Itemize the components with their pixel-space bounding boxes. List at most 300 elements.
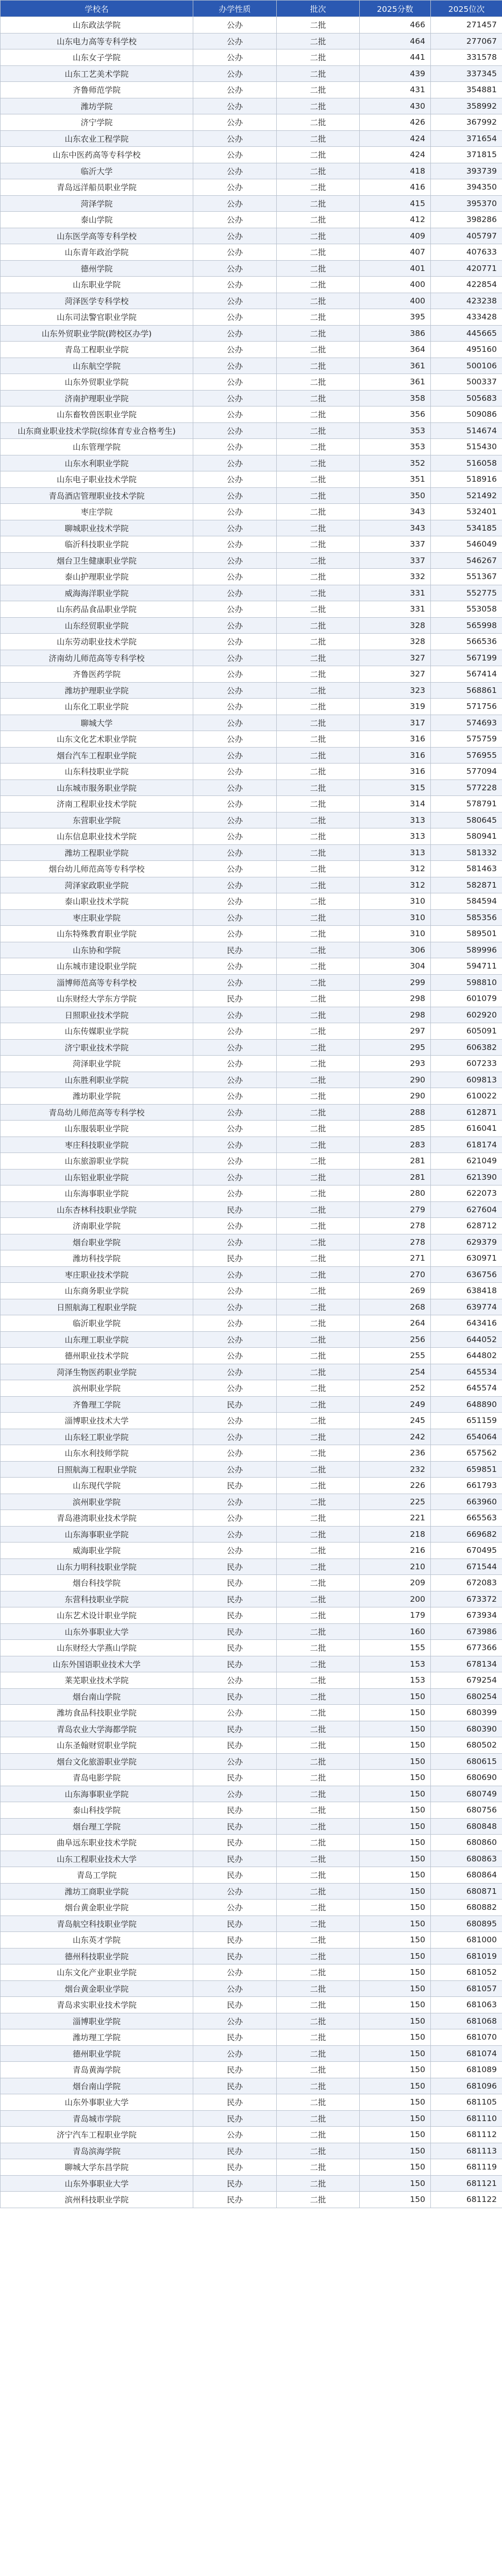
score-cell: 400 [360,293,431,309]
score-cell: 150 [360,2045,431,2062]
table-row [1,487,502,504]
score-cell: 356 [360,406,431,423]
table-row [1,1558,502,1575]
rank-cell: 621049 [431,1153,502,1170]
score-cell: 281 [360,1169,431,1185]
score-cell: 310 [360,926,431,942]
school-name-cell: 聊城大学东昌学院 [1,2159,193,2176]
school-type-cell: 民办 [193,1802,277,1819]
table-row [1,1331,502,1348]
school-name-cell: 山东青年政治学院 [1,244,193,261]
rank-cell: 680615 [431,1753,502,1770]
batch-cell: 二批 [277,65,360,82]
school-name-cell: 山东城市服务职业学院 [1,779,193,796]
school-name-cell: 山东水利职业学院 [1,455,193,471]
school-name-cell: 聊城大学 [1,715,193,731]
score-cell: 150 [360,1786,431,1802]
score-cell: 150 [360,1900,431,1916]
rank-cell: 680749 [431,1786,502,1802]
score-cell: 352 [360,455,431,471]
school-type-cell: 公办 [193,1543,277,1559]
school-name-cell: 青岛滨海学院 [1,2143,193,2159]
school-name-cell: 淄博职业技术大学 [1,1413,193,1429]
score-cell: 278 [360,1218,431,1234]
table-row [1,1818,502,1835]
batch-cell: 二批 [277,2159,360,2176]
school-type-cell: 公办 [193,471,277,488]
table-row [1,1997,502,2013]
score-cell: 288 [360,1104,431,1121]
rank-cell: 645574 [431,1380,502,1397]
table-row [1,747,502,764]
batch-cell: 二批 [277,390,360,406]
batch-cell: 二批 [277,796,360,812]
school-name-cell: 青岛求实职业技术学院 [1,1997,193,2013]
rank-cell: 581463 [431,861,502,877]
table-row [1,1526,502,1543]
school-name-cell: 淄博职业学院 [1,2013,193,2029]
score-cell: 316 [360,747,431,764]
school-type-cell: 公办 [193,260,277,277]
rank-cell: 577094 [431,764,502,780]
rank-cell: 628712 [431,1218,502,1234]
rank-cell: 395370 [431,195,502,212]
table-row [1,1315,502,1332]
rank-cell: 673934 [431,1607,502,1624]
school-name-cell: 山东轻工职业学院 [1,1429,193,1445]
table-row [1,309,502,326]
batch-cell: 二批 [277,1737,360,1754]
school-type-cell: 民办 [193,1656,277,1672]
table-row [1,1770,502,1786]
school-name-cell: 青岛港湾职业技术学院 [1,1510,193,1527]
rank-cell: 681070 [431,2029,502,2046]
school-name-cell: 泰山科技学院 [1,1802,193,1819]
table-row [1,212,502,228]
table-row [1,974,502,991]
batch-cell: 二批 [277,731,360,748]
school-type-cell: 公办 [193,779,277,796]
score-cell: 401 [360,260,431,277]
school-name-cell: 山东财经大学东方学院 [1,991,193,1007]
score-cell: 150 [360,2143,431,2159]
batch-cell: 二批 [277,1964,360,1981]
batch-cell: 二批 [277,666,360,683]
school-type-cell: 公办 [193,926,277,942]
rank-cell: 680864 [431,1867,502,1884]
score-cell: 314 [360,796,431,812]
score-cell: 312 [360,877,431,893]
score-cell: 264 [360,1315,431,1332]
school-type-cell: 民办 [193,1591,277,1607]
rank-cell: 552775 [431,585,502,601]
table-row [1,1835,502,1851]
school-type-cell: 公办 [193,1023,277,1040]
batch-cell: 二批 [277,585,360,601]
score-cell: 150 [360,1867,431,1884]
table-row [1,163,502,179]
school-name-cell: 枣庄学院 [1,504,193,520]
table-row [1,2143,502,2159]
score-cell: 299 [360,974,431,991]
table-body [1,17,502,2208]
batch-cell: 二批 [277,1315,360,1332]
school-type-cell: 公办 [193,812,277,828]
score-cell: 216 [360,1543,431,1559]
batch-cell: 二批 [277,1980,360,1997]
batch-cell: 二批 [277,1137,360,1153]
rank-cell: 679254 [431,1672,502,1689]
table-row [1,260,502,277]
rank-cell: 680756 [431,1802,502,1819]
school-type-cell: 公办 [193,1315,277,1332]
table-row [1,942,502,958]
school-name-cell: 青岛农业大学海都学院 [1,1721,193,1737]
school-type-cell: 公办 [193,1445,277,1462]
school-name-cell: 山东电子职业技术学院 [1,471,193,488]
rank-cell: 665563 [431,1510,502,1527]
table-row [1,1072,502,1088]
school-name-cell: 曲阜远东职业技术学院 [1,1835,193,1851]
batch-cell: 二批 [277,926,360,942]
school-type-cell: 公办 [193,2045,277,2062]
batch-cell: 二批 [277,1948,360,1964]
rank-cell: 630971 [431,1250,502,1267]
rank-cell: 659851 [431,1461,502,1478]
rank-cell: 643416 [431,1315,502,1332]
school-name-cell: 潍坊学院 [1,98,193,114]
table-row [1,1169,502,1185]
batch-cell: 二批 [277,1916,360,1932]
batch-cell: 二批 [277,634,360,650]
school-name-cell: 山东外事职业大学 [1,2094,193,2111]
rank-cell: 582871 [431,877,502,893]
batch-cell: 二批 [277,601,360,618]
school-type-cell: 民办 [193,1721,277,1737]
school-name-cell: 山东外事职业大学 [1,1623,193,1640]
batch-cell: 二批 [277,877,360,893]
batch-cell: 二批 [277,2045,360,2062]
batch-cell: 二批 [277,1770,360,1786]
school-name-cell: 山东工艺美术学院 [1,65,193,82]
school-type-cell: 公办 [193,1672,277,1689]
rank-cell: 585356 [431,909,502,926]
rank-cell: 680254 [431,1688,502,1705]
score-cell: 327 [360,666,431,683]
table-row [1,471,502,488]
batch-cell: 二批 [277,114,360,131]
table-row [1,1201,502,1218]
batch-cell: 二批 [277,309,360,326]
table-row [1,601,502,618]
score-cell: 323 [360,682,431,699]
batch-cell: 二批 [277,17,360,33]
batch-cell: 二批 [277,617,360,634]
rank-cell: 638418 [431,1283,502,1299]
score-cell: 298 [360,1007,431,1023]
batch-cell: 二批 [277,861,360,877]
score-cell: 150 [360,2078,431,2094]
score-cell: 236 [360,1445,431,1462]
batch-cell: 二批 [277,455,360,471]
rank-cell: 433428 [431,309,502,326]
school-type-cell: 民办 [193,1818,277,1835]
school-type-cell: 公办 [193,1266,277,1283]
batch-cell: 二批 [277,1039,360,1056]
score-cell: 331 [360,585,431,601]
rank-cell: 648890 [431,1396,502,1413]
score-cell: 232 [360,1461,431,1478]
school-type-cell: 民办 [193,1867,277,1884]
school-name-cell: 山东职业学院 [1,277,193,293]
school-name-cell: 菏泽医学专科学校 [1,293,193,309]
table-row [1,293,502,309]
rank-cell: 578791 [431,796,502,812]
batch-cell: 二批 [277,1283,360,1299]
school-name-cell: 山东服装职业学院 [1,1121,193,1137]
rank-cell: 423238 [431,293,502,309]
batch-cell: 二批 [277,2110,360,2127]
score-cell: 319 [360,699,431,715]
table-row [1,358,502,374]
school-name-cell: 潍坊食品科技职业学院 [1,1705,193,1721]
rank-cell: 509086 [431,406,502,423]
school-type-cell: 民办 [193,2192,277,2208]
score-cell: 150 [360,1818,431,1835]
table-row [1,861,502,877]
school-name-cell: 潍坊工程职业学院 [1,844,193,861]
school-name-cell: 山东信息职业技术学院 [1,828,193,845]
school-name-cell: 山东外国语职业技术大学 [1,1656,193,1672]
table-row [1,82,502,98]
score-cell: 150 [360,1932,431,1948]
rank-cell: 673372 [431,1591,502,1607]
table-row [1,1883,502,1900]
batch-cell: 二批 [277,942,360,958]
school-name-cell: 烟台幼儿师范高等专科学校 [1,861,193,877]
table-row [1,2013,502,2029]
score-cell: 317 [360,715,431,731]
rank-cell: 567199 [431,650,502,666]
batch-cell: 二批 [277,1623,360,1640]
school-type-cell: 公办 [193,390,277,406]
school-name-cell: 山东商业职业技术学院(综体育专业合格考生) [1,422,193,439]
rank-cell: 546049 [431,536,502,553]
score-cell: 328 [360,634,431,650]
school-type-cell: 民办 [193,991,277,1007]
school-type-cell: 公办 [193,1234,277,1250]
rank-cell: 598810 [431,974,502,991]
score-cell: 279 [360,1201,431,1218]
batch-cell: 二批 [277,1266,360,1283]
school-type-cell: 公办 [193,309,277,326]
school-type-cell: 公办 [193,1461,277,1478]
school-type-cell: 公办 [193,699,277,715]
table-row [1,98,502,114]
school-name-cell: 烟台理工学院 [1,1818,193,1835]
score-cell: 313 [360,844,431,861]
batch-cell: 二批 [277,909,360,926]
rank-cell: 521492 [431,487,502,504]
score-cell: 269 [360,1283,431,1299]
table-row [1,1543,502,1559]
school-type-cell: 民办 [193,2159,277,2176]
score-cell: 439 [360,65,431,82]
table-row [1,2175,502,2192]
rank-cell: 680399 [431,1705,502,1721]
school-name-cell: 山东特殊教育职业学院 [1,926,193,942]
school-type-cell: 民办 [193,1250,277,1267]
school-type-cell: 公办 [193,1153,277,1170]
score-cell: 312 [360,861,431,877]
school-name-cell: 山东水利技师学院 [1,1445,193,1462]
score-cell: 361 [360,374,431,391]
school-name-cell: 青岛远洋船员职业学院 [1,179,193,196]
school-name-cell: 山东铝业职业学院 [1,1169,193,1185]
school-name-cell: 德州职业学院 [1,2045,193,2062]
score-cell: 150 [360,2110,431,2127]
score-cell: 313 [360,828,431,845]
school-type-cell: 公办 [193,2013,277,2029]
score-cell: 150 [360,1964,431,1981]
table-row [1,1494,502,1510]
score-cell: 310 [360,893,431,910]
table-row [1,2192,502,2208]
table-row [1,1461,502,1478]
table-row [1,65,502,82]
table-row [1,779,502,796]
school-type-cell: 公办 [193,747,277,764]
batch-cell: 二批 [277,130,360,147]
score-cell: 271 [360,1250,431,1267]
school-name-cell: 菏泽学院 [1,195,193,212]
batch-cell: 二批 [277,569,360,585]
score-cell: 150 [360,2175,431,2192]
score-cell: 150 [360,1883,431,1900]
school-name-cell: 临沂大学 [1,163,193,179]
score-cell: 351 [360,471,431,488]
score-cell: 270 [360,1266,431,1283]
table-row [1,569,502,585]
school-type-cell: 公办 [193,520,277,536]
batch-cell: 二批 [277,1851,360,1867]
rank-cell: 532401 [431,504,502,520]
school-name-cell: 山东中医药高等专科学校 [1,147,193,163]
table-row [1,877,502,893]
table-row [1,2094,502,2111]
score-cell: 150 [360,1997,431,2013]
score-cell: 150 [360,1851,431,1867]
rank-cell: 568861 [431,682,502,699]
score-cell: 364 [360,342,431,358]
school-type-cell: 公办 [193,634,277,650]
rank-cell: 594711 [431,958,502,975]
batch-cell: 二批 [277,374,360,391]
school-name-cell: 潍坊工商职业学院 [1,1883,193,1900]
batch-cell: 二批 [277,1234,360,1250]
score-cell: 464 [360,33,431,49]
school-name-cell: 济宁学院 [1,114,193,131]
school-type-cell: 公办 [193,1494,277,1510]
school-name-cell: 山东航空学院 [1,358,193,374]
batch-cell: 二批 [277,471,360,488]
batch-cell: 二批 [277,1705,360,1721]
score-cell: 218 [360,1526,431,1543]
rank-cell: 505683 [431,390,502,406]
batch-cell: 二批 [277,552,360,569]
school-name-cell: 泰山护理职业学院 [1,569,193,585]
batch-cell: 二批 [277,1072,360,1088]
score-cell: 412 [360,212,431,228]
rank-cell: 636756 [431,1266,502,1283]
school-name-cell: 烟台科技学院 [1,1575,193,1591]
table-row [1,1623,502,1640]
school-name-cell: 齐鲁师范学院 [1,82,193,98]
table-row [1,374,502,391]
school-type-cell: 公办 [193,195,277,212]
batch-cell: 二批 [277,536,360,553]
table-row [1,1688,502,1705]
batch-cell: 二批 [277,1672,360,1689]
batch-cell: 二批 [277,1380,360,1397]
school-type-cell: 公办 [193,1331,277,1348]
rank-cell: 576955 [431,747,502,764]
batch-cell: 二批 [277,958,360,975]
school-type-cell: 公办 [193,1185,277,1202]
batch-cell: 二批 [277,49,360,66]
rank-cell: 337345 [431,65,502,82]
batch-cell: 二批 [277,1445,360,1462]
table-row [1,406,502,423]
school-name-cell: 烟台南山学院 [1,1688,193,1705]
school-type-cell: 公办 [193,406,277,423]
school-name-cell: 淄博师范高等专科学校 [1,974,193,991]
table-row [1,1153,502,1170]
rank-cell: 622073 [431,1185,502,1202]
batch-cell: 二批 [277,715,360,731]
table-row [1,1932,502,1948]
school-type-cell: 公办 [193,909,277,926]
score-cell: 409 [360,228,431,244]
rank-cell: 422854 [431,277,502,293]
batch-cell: 二批 [277,812,360,828]
batch-cell: 二批 [277,1056,360,1072]
table-row [1,2127,502,2143]
batch-cell: 二批 [277,147,360,163]
table-row [1,342,502,358]
table-row [1,1980,502,1997]
batch-cell: 二批 [277,2013,360,2029]
school-name-cell: 山东科技职业学院 [1,764,193,780]
school-name-cell: 青岛工程职业学院 [1,342,193,358]
batch-cell: 二批 [277,828,360,845]
table-row [1,1380,502,1397]
school-name-cell: 烟台文化旅游职业学院 [1,1753,193,1770]
batch-cell: 二批 [277,699,360,715]
school-name-cell: 烟台卫生健康职业学院 [1,552,193,569]
school-type-cell: 公办 [193,617,277,634]
school-type-cell: 公办 [193,342,277,358]
header-row [1,1,502,17]
table-row [1,520,502,536]
table-row [1,1185,502,1202]
rank-cell: 514674 [431,422,502,439]
table-row [1,1429,502,1445]
table-row [1,1851,502,1867]
table-row [1,1218,502,1234]
table-row [1,1721,502,1737]
school-type-cell: 民办 [193,2078,277,2094]
